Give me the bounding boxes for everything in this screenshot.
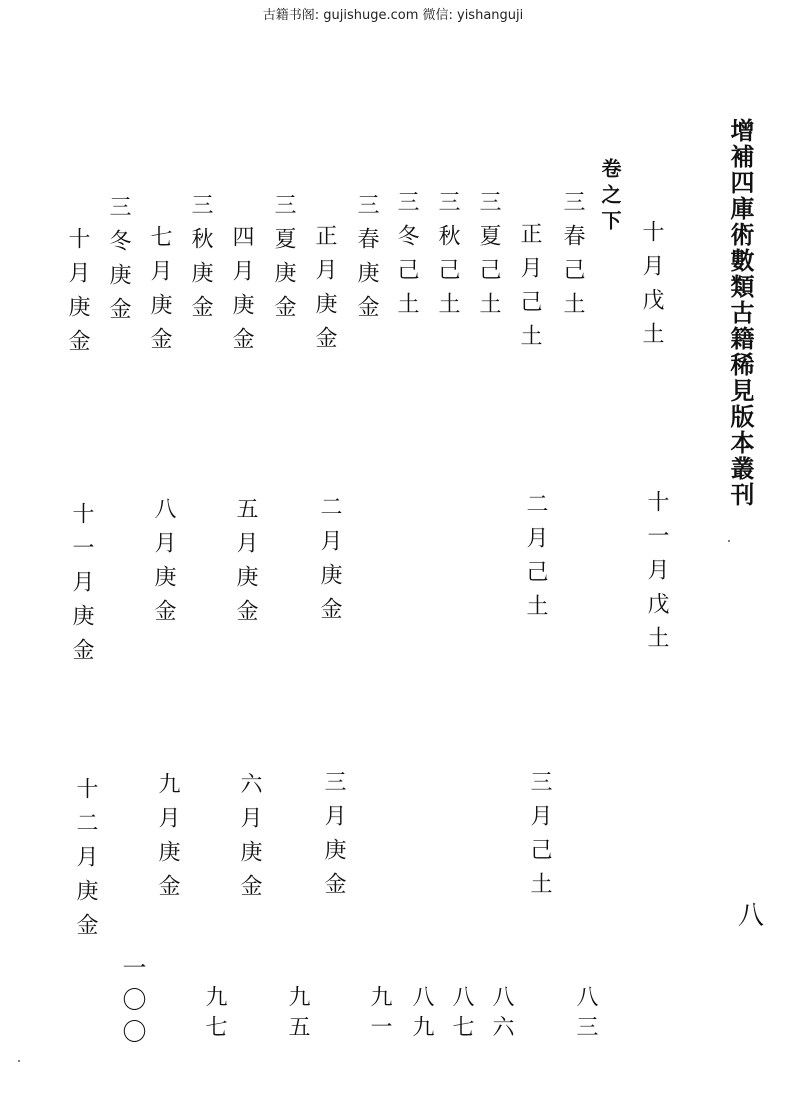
entry-col-2-mid: 二月己土 bbox=[523, 492, 548, 628]
entry-col-7-bot: 三月庚金 bbox=[321, 770, 346, 906]
entry-col-13-mid: 十一月庚金 bbox=[69, 502, 94, 672]
ref-number-7: 九七 bbox=[202, 985, 227, 1045]
series-title: 增補四庫術數類古籍稀見版本叢刊 bbox=[726, 118, 755, 508]
entry-col-11-top: 七月庚金 bbox=[147, 225, 172, 361]
scan-speck bbox=[728, 540, 730, 542]
scan-speck bbox=[18, 1060, 20, 1062]
entry-col-9-bot: 六月庚金 bbox=[237, 772, 262, 908]
entry-col-9-top: 四月庚金 bbox=[229, 225, 254, 361]
entry-col-11-mid: 八月庚金 bbox=[151, 497, 176, 633]
volume-label: 卷之下 bbox=[598, 158, 622, 236]
entry-col-11-bot: 九月庚金 bbox=[155, 772, 180, 908]
ref-number-4: 八九 bbox=[409, 985, 434, 1045]
entry-col-2-bot: 三月己土 bbox=[527, 770, 552, 906]
entry-col-4-top: 三秋己土 bbox=[435, 190, 460, 326]
ref-number-8: 一〇〇 bbox=[118, 955, 146, 1051]
entry-col-9-mid: 五月庚金 bbox=[233, 497, 258, 633]
ref-number-2: 八六 bbox=[489, 985, 514, 1045]
entry-col-0-top: 十月戊土 bbox=[639, 220, 664, 356]
ref-number-1: 八三 bbox=[573, 985, 598, 1045]
page-number: 八 bbox=[738, 901, 765, 931]
entry-col-10-top: 三秋庚金 bbox=[188, 193, 213, 329]
entry-col-8-top: 三夏庚金 bbox=[271, 193, 296, 329]
ref-number-3: 八七 bbox=[449, 985, 474, 1045]
ref-number-6: 九五 bbox=[285, 985, 310, 1045]
ref-number-5: 九一 bbox=[367, 985, 392, 1045]
entry-col-13-bot: 十二月庚金 bbox=[73, 777, 98, 947]
entry-col-13-top: 十月庚金 bbox=[65, 227, 90, 363]
entry-col-7-top: 正月庚金 bbox=[312, 224, 337, 360]
entry-col-5-top: 三冬己土 bbox=[394, 190, 419, 326]
entry-col-6-top: 三春庚金 bbox=[354, 193, 379, 329]
entry-col-1-top: 三春己土 bbox=[560, 190, 585, 326]
entry-col-3-top: 三夏己土 bbox=[476, 190, 501, 326]
entry-col-0-mid: 十一月戊土 bbox=[644, 490, 669, 660]
entry-col-2-top: 正月己土 bbox=[517, 222, 542, 358]
entry-col-7-mid: 二月庚金 bbox=[317, 495, 342, 631]
watermark-text: 古籍书阁: gujishuge.com 微信: yishanguji bbox=[262, 8, 524, 23]
entry-col-12-top: 三冬庚金 bbox=[106, 195, 131, 331]
